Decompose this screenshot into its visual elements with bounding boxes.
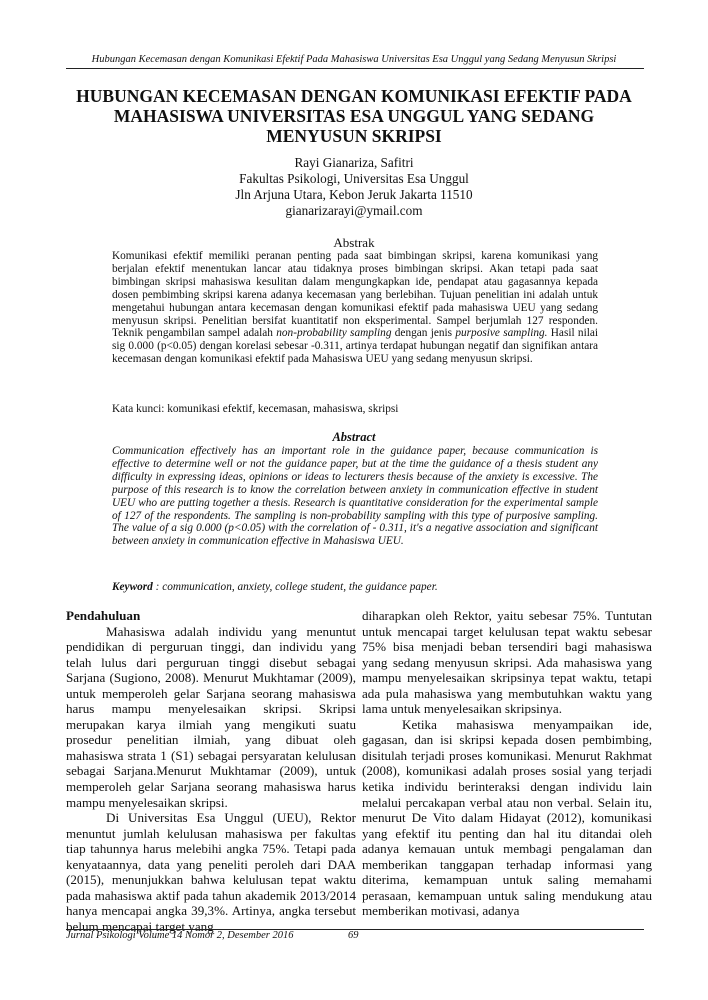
body-column-left	[66, 608, 356, 934]
abstract-id-italic-2: purposive sampling.	[455, 327, 548, 340]
keyword-label: Keyword	[112, 581, 153, 593]
paper-title: HUBUNGAN KECEMASAN DENGAN KOMUNIKASI EFEKTIF PADA MAHASISWA UNIVERSITAS ESA UNGGUL YANG SEDANG MENYUSUN SKRIPSI	[76, 86, 632, 146]
author-address: Jln Arjuna Utara, Kebon Jeruk Jakarta 11510	[235, 187, 473, 202]
author-affiliation: Fakultas Psikologi, Universitas Esa Unggul	[239, 171, 469, 186]
page-number: 69	[348, 930, 359, 941]
section-heading: Pendahuluan	[66, 608, 141, 623]
abstract-id-heading: Abstrak	[333, 235, 375, 250]
abstract-id-part-1: Komunikasi efektif memiliki peranan penting pada saat bimbingan skripsi, karena komunikasi yang berjalan efektif menentukan lancar atau tidaknya proses bimbingan skripsi. Akan tetapi pada saat bimbingan skripsi mahasiswa kesulitan dalam mengungkapkan ide, pendapat atau gagasannya kepada dosen pembimbing skripsi karena adanya kecemasan yang berlebihan. Tujuan penelitian ini adalah untuk mengetahui hubungan antara kecemasan dengan komunikasi efektif pada mahasiswa UEU yang sedang menyusun skripsi. Penelitian bersifat kuantitatif non eksperimental. Sampel berjumlah 127 responden. Teknik pengambilan sampel adalah	[112, 250, 598, 340]
paragraph: Ketika mahasiswa menyampaikan ide, gagasan, dan isi skripsi kepada dosen pembimbing, disitulah terjadi proses komunikasi. Menurut Rakhmat (2008), komunikasi adalah proses sosial yang terjadi ketika individu berinteraksi dengan individu lain melalui percakapan verbal atau non verbal. Selain itu, menurut De Vito dalam Hidayat (2012), komunikasi yang efektif itu penting dan hal itu ditandai oleh adanya kemauan untuk membagi pengalaman dan memberikan tanggapan terhadap informasi yang diterima, kemampuan untuk saling memahami perasaan, kemampuan untuk saling mendukung atau memberikan motivasi, adanya	[362, 716, 652, 919]
running-head: Hubungan Kecemasan dengan Komunikasi Efektif Pada Mahasiswa Universitas Esa Unggul yang Sedang Menyusun Skripsi	[91, 54, 617, 65]
paragraph: Mahasiswa adalah individu yang menuntut pendidikan di perguruan tinggi, dan individu yang telah lulus dari perguruan tinggi disebut sebagai Sarjana (Sugiono, 2008). Menurut Mukhtamar (2009), untuk memperoleh gelar Sarjana seorang mahasiswa harus mampu menyelesaikan skripsi. Skripsi merupakan karya ilmiah yang mengikuti suatu prosedur penelitian ilmiah, yang dibuat oleh mahasiswa strata 1 (S1) sebagai persyaratan kelulusan sebagai Sarjana.Menurut Mukhtamar (2009), untuk memperoleh gelar Sarjana seorang mahasiswa harus mampu menyelesaikan skripsi.	[66, 623, 356, 810]
keywords-en-list: : communication, anxiety, college student, the guidance paper.	[152, 581, 438, 593]
abstract-id-italic-1: non-probability sampling	[276, 327, 392, 340]
journal-footer: Jurnal Psikologi Volume 14 Nomor 2, Desember 2016	[66, 930, 294, 941]
abstract-id-part-3: Hasil nilai sig 0.000 (p<0.05) dengan korelasi sebesar -0.311, artinya terdapat hubungan negatif dan signifikan antara kecemasan dengan komunikasi efektif pada Mahasiswa UEU yang sedang menyusun skripsi.	[112, 327, 598, 366]
keywords-id: Kata kunci: komunikasi efektif, kecemasan, mahasiswa, skripsi	[112, 403, 399, 415]
header-rule	[66, 68, 644, 69]
author-names: Rayi Gianariza, Safitri	[294, 155, 414, 170]
body-column-right	[362, 608, 652, 919]
author-block	[0, 155, 708, 219]
abstract-id-text	[112, 250, 598, 366]
abstract-id-part-2: dengan jenis	[391, 327, 456, 340]
abstract-en-heading: Abstract	[332, 430, 376, 444]
paragraph: Di Universitas Esa Unggul (UEU), Rektor menuntut jumlah kelulusan mahasiswa per fakultas tiap tahunnya harus melebihi angka 75%. Tetapi pada kenyataannya, data yang peneliti peroleh dari DAA (2015), menunjukkan bahwa kelulusan tepat waktu pada mahasiswa aktif pada tahun akademik 2013/2014 hanya mencapai angka 39,3%. Artinya, angka tersebut belum mencapai target yang	[66, 810, 356, 934]
abstract-en-text: Communication effectively has an important role in the guidance paper, because communication is effective to determine well or not the guidance paper, but at the time the guidance of a thesis student any difficulty in expressing ideas, opinions or ideas to lecturers thesis because of the anxiety is excessive. The purpose of this research is to know the correlation between anxiety in communication effective in student UEU who are putting together a thesis. Research is quantitative consideration for the experimental sample of 127 of the respondents. The sampling is non-probability sampling with this type of purposive sampling. The value of a sig 0.000 (p<0.05) with the correlation of - 0.311, it's a negative association and significant between anxiety in communication effective in Mahasiswa UEU.	[112, 445, 598, 548]
paragraph: diharapkan oleh Rektor, yaitu sebesar 75%. Tuntutan untuk mencapai target kelulusan tepat waktu sebesar 75% bisa menjadi beban tersendiri bagi mahasiswa yang sedang menyusun skripsi. Ada mahasiswa yang mampu menyelesaikan skripsinya tepat waktu, tetapi ada pula mahasiswa yang membutuhkan waktu yang lama untuk menyelesaikan skripsinya.	[362, 608, 652, 717]
author-email: gianarizarayi@ymail.com	[285, 203, 423, 218]
keywords-en	[112, 581, 598, 593]
